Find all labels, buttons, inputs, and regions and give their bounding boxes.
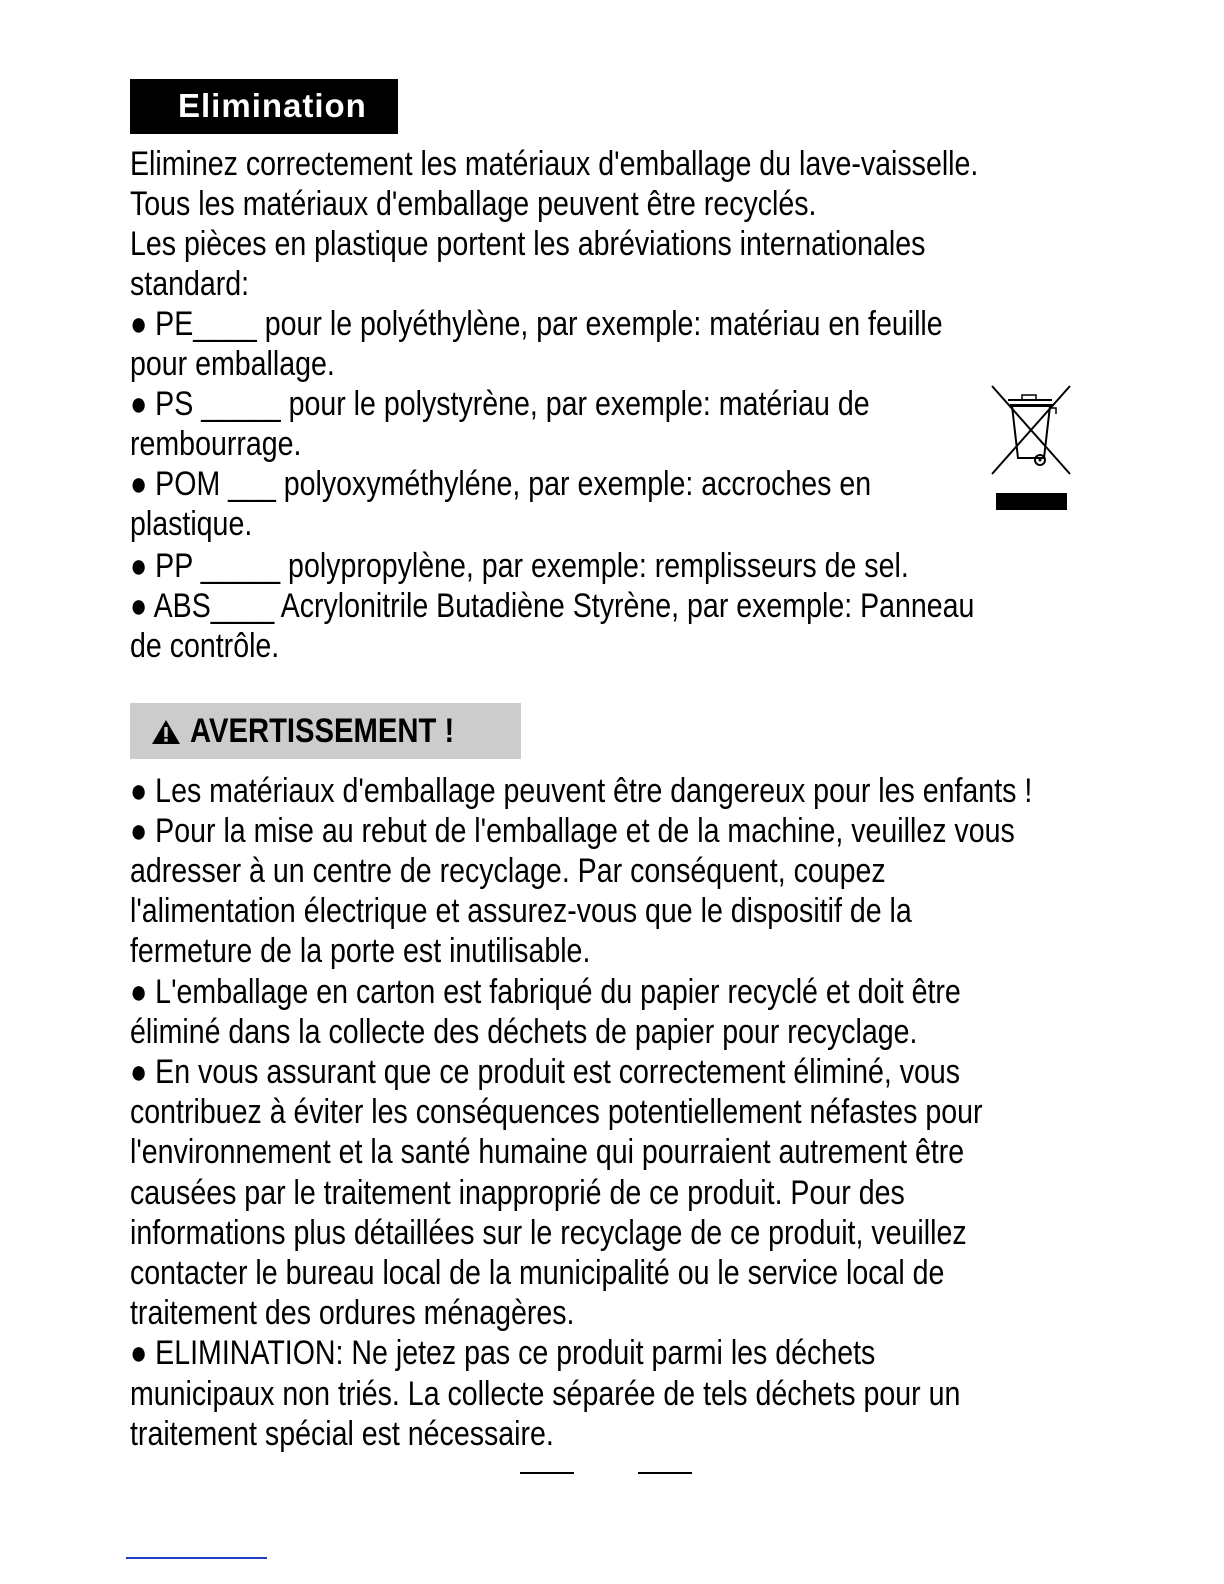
warning-text-line: l'alimentation électrique et assurez-vous que le dispositif de la — [130, 892, 912, 930]
warning-text-line: municipaux non triés. La collecte séparée de tels déchets pour un — [130, 1375, 961, 1413]
warning-text-line: causées par le traitement inapproprié de ce produit. Pour des — [130, 1174, 905, 1212]
warning-text-line: informations plus détaillées sur le recyclage de ce produit, veuillez — [130, 1214, 967, 1252]
plastic-item-pom-continued: plastique. — [130, 505, 253, 543]
plastic-item-abs-continued: de contrôle. — [130, 627, 280, 665]
elimination-text-line: Tous les matériaux d'emballage peuvent être recyclés. — [130, 185, 817, 223]
crossed-out-wheelie-bin-icon — [988, 384, 1074, 514]
warning-item-children: ● Les matériaux d'emballage peuvent être dangereux pour les enfants ! — [130, 772, 1033, 810]
warning-heading — [130, 703, 521, 759]
plastic-item-pp: ● PP _____ polypropylène, par exemple: remplisseurs de sel. — [130, 547, 909, 585]
plastic-item-pom: ● POM ___ polyoxyméthyléne, par exemple: accroches en — [130, 465, 872, 503]
warning-text-line: contribuez à éviter les conséquences potentiellement néfastes pour — [130, 1093, 983, 1131]
warning-item-disposal: ● Pour la mise au rebut de l'emballage et de la machine, veuillez vous — [130, 812, 1015, 850]
warning-item-elimination: ● ELIMINATION: Ne jetez pas ce produit parmi les déchets — [130, 1334, 876, 1372]
elimination-text-line: standard: — [130, 265, 250, 303]
warning-heading-label: AVERTISSEMENT ! — [190, 712, 455, 750]
plastic-item-abs: ● ABS____ Acrylonitrile Butadiène Styrène, par exemple: Panneau — [130, 587, 975, 625]
warning-text-line: adresser à un centre de recyclage. Par conséquent, coupez — [130, 852, 886, 890]
warning-text-line: traitement spécial est nécessaire. — [130, 1415, 554, 1453]
warning-text-line: traitement des ordures ménagères. — [130, 1294, 575, 1332]
warning-text-line: fermeture de la porte est inutilisable. — [130, 932, 591, 970]
warning-item-correct-disposal: ● En vous assurant que ce produit est correctement éliminé, vous — [130, 1053, 961, 1091]
warning-triangle-icon — [151, 719, 181, 745]
warning-text-line: éliminé dans la collecte des déchets de papier pour recyclage. — [130, 1013, 918, 1051]
elimination-text-line: Eliminez correctement les matériaux d'emballage du lave-vaisselle. — [130, 145, 979, 183]
elimination-text-line: Les pièces en plastique portent les abréviations internationales — [130, 225, 926, 263]
warning-text-line: l'environnement et la santé humaine qui pourraient autrement être — [130, 1133, 965, 1171]
elimination-heading — [130, 79, 398, 134]
elimination-heading-label: Elimination — [178, 87, 367, 124]
footer-divider-right — [638, 1472, 692, 1474]
plastic-item-pe: ● PE____ pour le polyéthylène, par exemple: matériau en feuille — [130, 305, 943, 343]
footer-divider-left — [520, 1472, 574, 1474]
plastic-item-ps: ● PS _____ pour le polystyrène, par exemple: matériau de — [130, 385, 870, 423]
plastic-item-ps-continued: rembourrage. — [130, 425, 302, 463]
footer-link-underline — [126, 1557, 267, 1559]
warning-text-line: contacter le bureau local de la municipalité ou le service local de — [130, 1254, 945, 1292]
warning-item-carton: ● L'emballage en carton est fabriqué du papier recyclé et doit être — [130, 973, 961, 1011]
plastic-item-pe-continued: pour emballage. — [130, 345, 335, 383]
